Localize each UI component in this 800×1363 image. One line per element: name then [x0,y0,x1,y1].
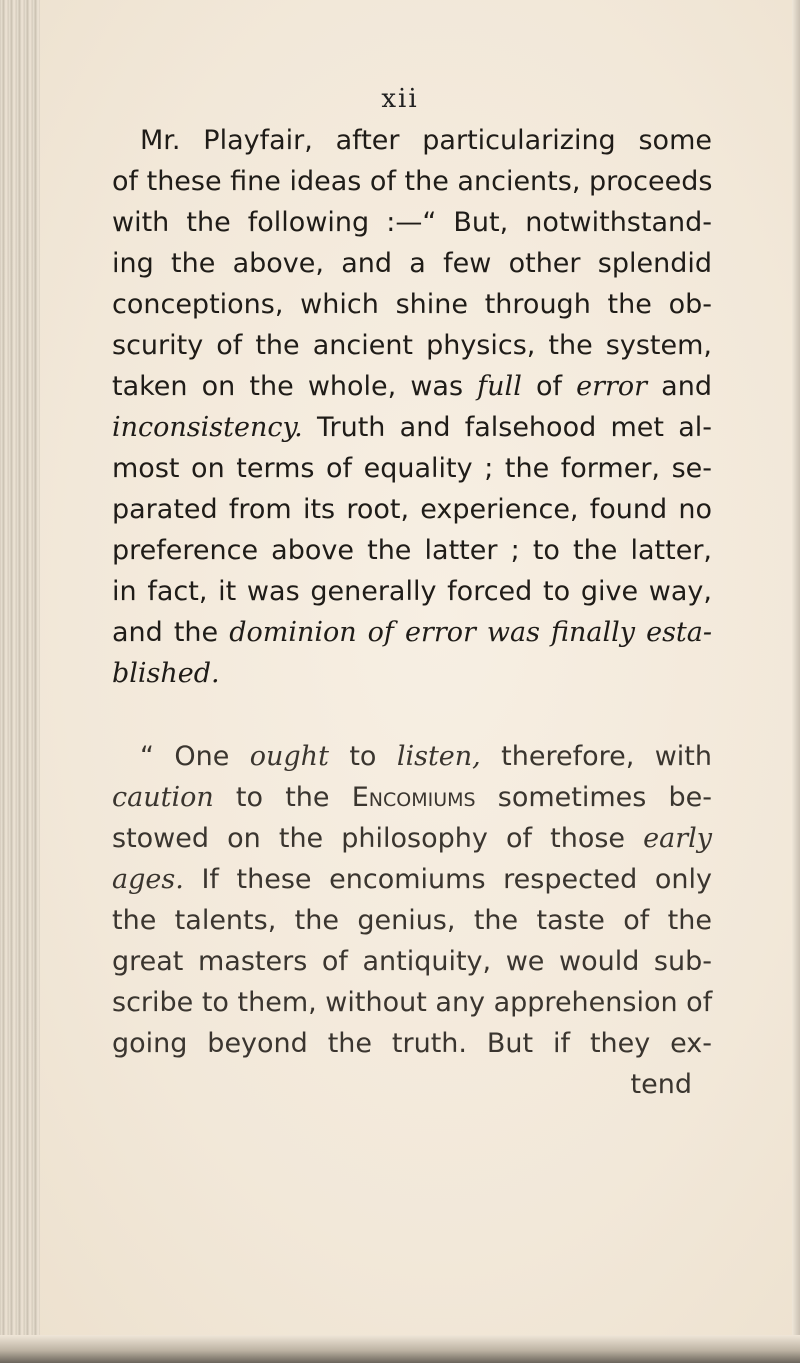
text-run: of [521,371,577,402]
text-run: stowed on the philosophy of those [112,823,644,854]
text-line: scurity of the ancient physics, the system, [112,330,712,361]
text-line [112,653,712,694]
text-line [112,859,712,900]
text-line: with the following :—“ But, notwithstand- [112,207,712,238]
text-line: the talents, the genius, the taste of the [112,905,712,936]
text-line [112,612,712,653]
text-line: preference above the latter ; to the latter, [112,535,712,566]
text-block [112,120,712,1105]
small-caps-run: Encomiums [351,782,476,813]
text-line [112,407,712,448]
paragraph-1 [112,120,712,694]
text-run: taken on the whole, was [112,371,478,402]
paragraph-gap [112,694,712,736]
text-run: “ One [140,741,250,772]
page-bottom-edge [0,1335,800,1363]
italic-run: listen, [396,741,481,772]
catchword: tend [630,1069,692,1100]
text-line: ing the above, and a few other splendid [112,248,712,279]
text-line: going beyond the truth. But if they ex- [112,1028,712,1059]
italic-run: inconsistency. [112,412,303,443]
text-run: therefore, with [480,741,712,772]
italic-run: full [477,371,522,402]
text-line: scribe to them, without any apprehension of [112,987,713,1018]
text-line: of these fine ideas of the ancients, proceeds [112,166,713,197]
text-run: and the [112,617,230,648]
paragraph-2 [112,736,712,1105]
text-run: Truth and falsehood met al- [302,412,712,443]
page-right-edge [792,0,800,1363]
text-line [112,736,712,777]
text-run: sometimes be- [475,782,712,813]
italic-run: ought [249,741,329,772]
italic-run: error [576,371,648,402]
italic-run: blished. [112,658,220,689]
italic-run: dominion of error was finally esta- [229,617,712,648]
text-line: Mr. Playfair, after particularizing some [140,125,712,156]
text-line [112,366,712,407]
italic-run: caution [112,782,214,813]
page-number: xii [381,84,419,114]
text-line: conceptions, which shine through the ob- [112,289,712,320]
text-line: most on terms of equality ; the former, se- [112,453,712,484]
text-run: and [647,371,712,402]
italic-run: early [643,823,712,854]
binding-edge [0,0,40,1363]
text-run: to the [213,782,352,813]
text-line: great masters of antiquity, we would sub- [112,946,712,977]
text-line: in fact, it was generally forced to give way, [112,576,712,607]
text-run: If these encomiums respected only [183,864,712,895]
text-line [112,777,712,818]
text-line: parated from its root, experience, found no [112,494,712,525]
text-run: to [328,741,397,772]
italic-run: ages. [112,864,184,895]
text-line [112,818,712,859]
